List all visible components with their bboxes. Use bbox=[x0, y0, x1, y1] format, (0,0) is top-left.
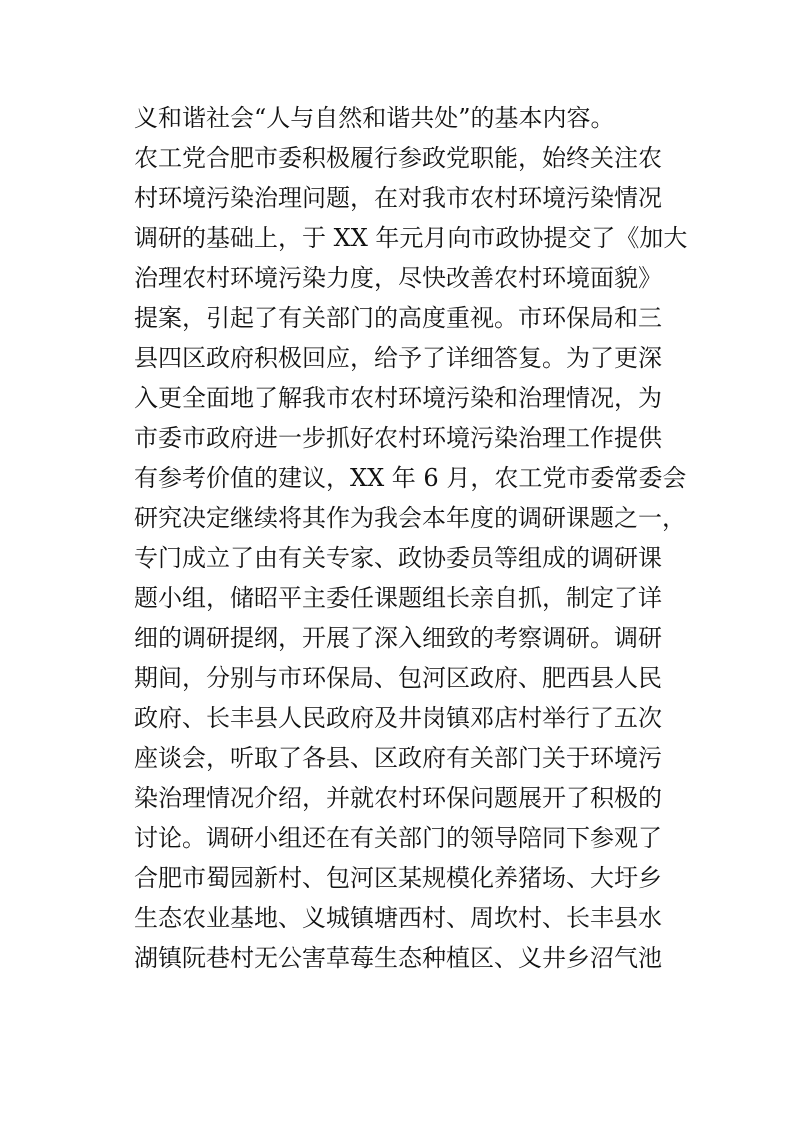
text-line-8: 入更全面地了解我市农村环境污染和治理情况，为 bbox=[134, 384, 662, 412]
body-text bbox=[134, 98, 688, 978]
text-line-4: 调研的基础上，于 XX 年元月向市政协提交了《加大 bbox=[134, 224, 688, 252]
text-line-10: 有参考价值的建议，XX 年 6 月，农工党市委常委会 bbox=[134, 464, 687, 492]
text-line-16: 政府、长丰县人民政府及井岗镇邓店村举行了五次 bbox=[134, 704, 662, 732]
text-line-7: 县四区政府积极回应，给予了详细答复。为了更深 bbox=[134, 344, 662, 372]
text-line-11: 研究决定继续将其作为我会本年度的调研课题之一， bbox=[134, 504, 686, 532]
text-line-2: 农工党合肥市委积极履行参政党职能，始终关注农 bbox=[134, 144, 662, 172]
text-line-22: 湖镇阮巷村无公害草莓生态种植区、义井乡沼气池 bbox=[134, 944, 662, 972]
text-line-12: 专门成立了由有关专家、政协委员等组成的调研课 bbox=[134, 544, 662, 572]
text-line-9: 市委市政府进一步抓好农村环境污染治理工作提供 bbox=[134, 424, 662, 452]
text-line-6: 提案，引起了有关部门的高度重视。市环保局和三 bbox=[134, 304, 662, 332]
text-line-15: 期间，分别与市环保局、包河区政府、肥西县人民 bbox=[134, 664, 662, 692]
text-line-3: 村环境污染治理问题，在对我市农村环境污染情况 bbox=[134, 184, 662, 212]
text-line-18: 染治理情况介绍，并就农村环保问题展开了积极的 bbox=[134, 784, 662, 812]
text-line-21: 生态农业基地、义城镇塘西村、周坎村、长丰县水 bbox=[134, 904, 662, 932]
text-line-13: 题小组，储昭平主委任课题组长亲自抓，制定了详 bbox=[134, 584, 662, 612]
text-line-1: 义和谐社会“人与自然和谐共处”的基本内容。 bbox=[134, 104, 615, 132]
text-line-5: 治理农村环境污染力度，尽快改善农村环境面貌》 bbox=[134, 264, 662, 292]
text-line-19: 讨论。调研小组还在有关部门的领导陪同下参观了 bbox=[134, 824, 662, 852]
text-line-20: 合肥市蜀园新村、包河区某规模化养猪场、大圩乡 bbox=[134, 864, 662, 892]
text-line-17: 座谈会，听取了各县、区政府有关部门关于环境污 bbox=[134, 744, 662, 772]
text-line-14: 细的调研提纲，开展了深入细致的考察调研。调研 bbox=[134, 624, 662, 652]
